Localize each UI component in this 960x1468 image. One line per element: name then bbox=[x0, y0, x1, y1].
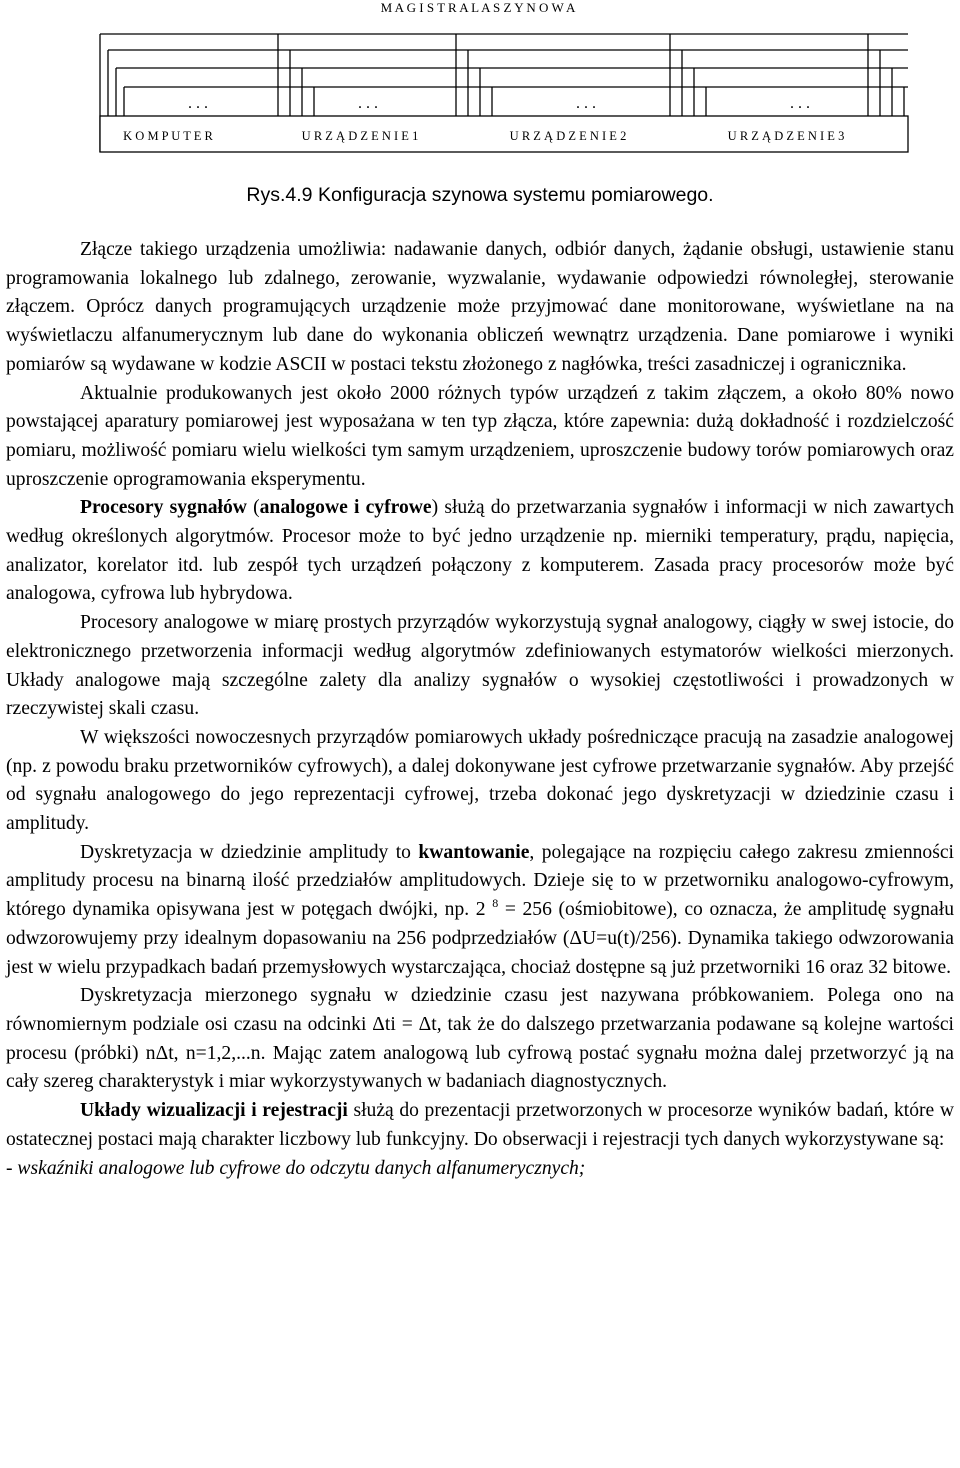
paragraph-4: Procesory analogowe w miarę prostych przyrządów wykorzystują sygnał analogowy, ciągły w swej istocie, do elektronicznego przetworzenia informacji według algorytmów zdefiniowanych estymatorów wielkości mierzonych. Układy analogowe mają szczególne zalety dla analizy sygnałów o wysokiej częstotliwości i prowadzonych w rzeczywistej skali czasu. bbox=[6, 612, 954, 720]
term-quantization: kwantowanie bbox=[418, 841, 530, 863]
bus-title: M A G I S T R A L A S Z Y N O W A bbox=[380, 0, 576, 15]
paragraph-6-c: = 256 (ośmiobitowe), co oznacza, że amplitudę sygnału odwzorowujemy przy idealnym dopasowaniu na 256 podprzedziałów (ΔU=u(t)/256). Dynamika takiego odwzorowania jest w wielu przypadkach badań przemysłowych wystarczająca, chociaż dostępne są już przetworniki 16 oraz 32 bitowe. bbox=[6, 899, 954, 978]
list-item-indicators-text: - wskaźniki analogowe lub cyfrowe do odczytu danych alfanumerycznych; bbox=[6, 1157, 586, 1179]
paragraph-6 bbox=[6, 839, 954, 983]
paragraph-6-b: , polegające na rozpięciu całego zakresu zmienności amplitudy procesu na binarną ilość przedziałów amplitudowych. Dzieje się to w przetworniku analogowo-cyfrowym, którego dynamika opisywana jest w potęgach dwójki, np. 2 bbox=[6, 841, 954, 921]
figure-caption: Rys.4.9 Konfiguracja szynowa systemu pomiarowego. bbox=[246, 184, 714, 206]
device-2: U R Z Ą D Z E N I E 2 bbox=[509, 129, 627, 143]
ellipsis-2: . . . bbox=[358, 95, 378, 112]
paragraph-1-part-b: Oprócz danych programujących urządzenie może przyjmować dane monitorowane, wyświetlane na na wyświetlaczu alfanumerycznym lub dane do wykonania obliczeń wewnątrz urządzenia. Dane pomiarowe i wyniki pomiarów są wydawane w kodzie ASCII w postaci tekstu złożonego z nagłówka, treści zasadniczej i ogranicznika. bbox=[6, 296, 955, 375]
paragraph-1-part-a: Złącze takiego urządzenia umożliwia: nadawanie danych, odbiór danych, żądanie obsługi, ustawienie stanu programowania lokalnego lub zdalnego, zerowanie, wyzwalanie, wydawanie odpowiedzi równoległej, sterowanie złączem. bbox=[6, 239, 954, 318]
body-text bbox=[6, 236, 954, 1183]
ellipsis-3: . . . bbox=[576, 95, 596, 112]
heading-analog-digital: analogowe i cyfrowe bbox=[259, 497, 432, 519]
heading-visualization-systems: Układy wizualizacji i rejestracji bbox=[80, 1100, 348, 1122]
paragraph-3 bbox=[6, 494, 954, 609]
ellipsis-1: . . . bbox=[188, 95, 208, 112]
heading-signal-processors: Procesory sygnałów bbox=[80, 497, 247, 519]
device-3: U R Z Ą D Z E N I E 3 bbox=[727, 129, 845, 143]
bus-configuration-diagram bbox=[0, 0, 960, 170]
paragraph-6-a: Dyskretyzacja w dziedzinie amplitudy to bbox=[80, 841, 419, 863]
list-item-indicators bbox=[6, 1155, 954, 1184]
paragraph-3-text: ) służą do przetwarzania sygnałów i informacji w nich zawartych według określonych algorytmów. Procesor może to być jedno urządzenie np. mierniki temperatury, prądu, napięcia, analizator, korelator itd. lub zespół tych urządzeń połączony z komputerem. Zasada pracy procesorów może być analogowa, cyfrowa lub hybrydowa. bbox=[6, 497, 954, 605]
paragraph-8 bbox=[6, 1097, 954, 1154]
paragraph-1 bbox=[6, 236, 954, 380]
device-1: U R Z Ą D Z E N I E 1 bbox=[301, 129, 419, 143]
paragraph-8-text: służą do prezentacji przetworzonych w procesorze wyników badań, które w ostatecznej postaci mają charakter liczbowy lub funkcyjny. Do obserwacji i rejestracji tych danych wykorzystywane są: bbox=[6, 1100, 954, 1150]
paragraph-3-open: ( bbox=[246, 497, 260, 519]
paragraph-2: Aktualnie produkowanych jest około 2000 różnych typów urządzeń z takim złączem, a około 80% nowo powstającej aparatury pomiarowej jest wyposażana w ten typ złącza, które zapewnia: dużą dokładność i rozdzielczość pomiaru, możliwość pomiaru wielu wielkości tym samym urządzeniem, uproszczenie budowy torów pomiarowych oraz uproszczenie oprogramowania eksperymentu. bbox=[6, 382, 954, 490]
paragraph-5: W większości nowoczesnych przyrządów pomiarowych układy pośredniczące pracują na zasadzie analogowej (np. z powodu braku przetworników cyfrowych), a dalej dokonywane jest cyfrowe przetwarzanie sygnałów. Aby przejść od sygnału analogowego do jego reprezentacji cyfrowej, trzeba dokonać jego dyskretyzacji w dziedzinie czasu i amplitudy. bbox=[6, 726, 954, 835]
paragraph-7: Dyskretyzacja mierzonego sygnału w dziedzinie czasu jest nazywana próbkowaniem. Polega ono na równomiernym podziale osi czasu na odcinki Δti = Δt, tak że do dalszego przetwarzania podawane są kolejne wartości procesu (próbki) nΔt, n=1,2,...n. Mając zatem analogową lub cyfrową postać sygnału można dalej przetworzyć ją na cały szereg charakterystyk i miar wykorzystywanych w badaniach diagnostycznych. bbox=[6, 985, 954, 1093]
exponent: 8 bbox=[492, 896, 499, 911]
ellipsis-4: . . . bbox=[790, 95, 810, 112]
device-computer: K O M P U T E R bbox=[123, 129, 213, 143]
